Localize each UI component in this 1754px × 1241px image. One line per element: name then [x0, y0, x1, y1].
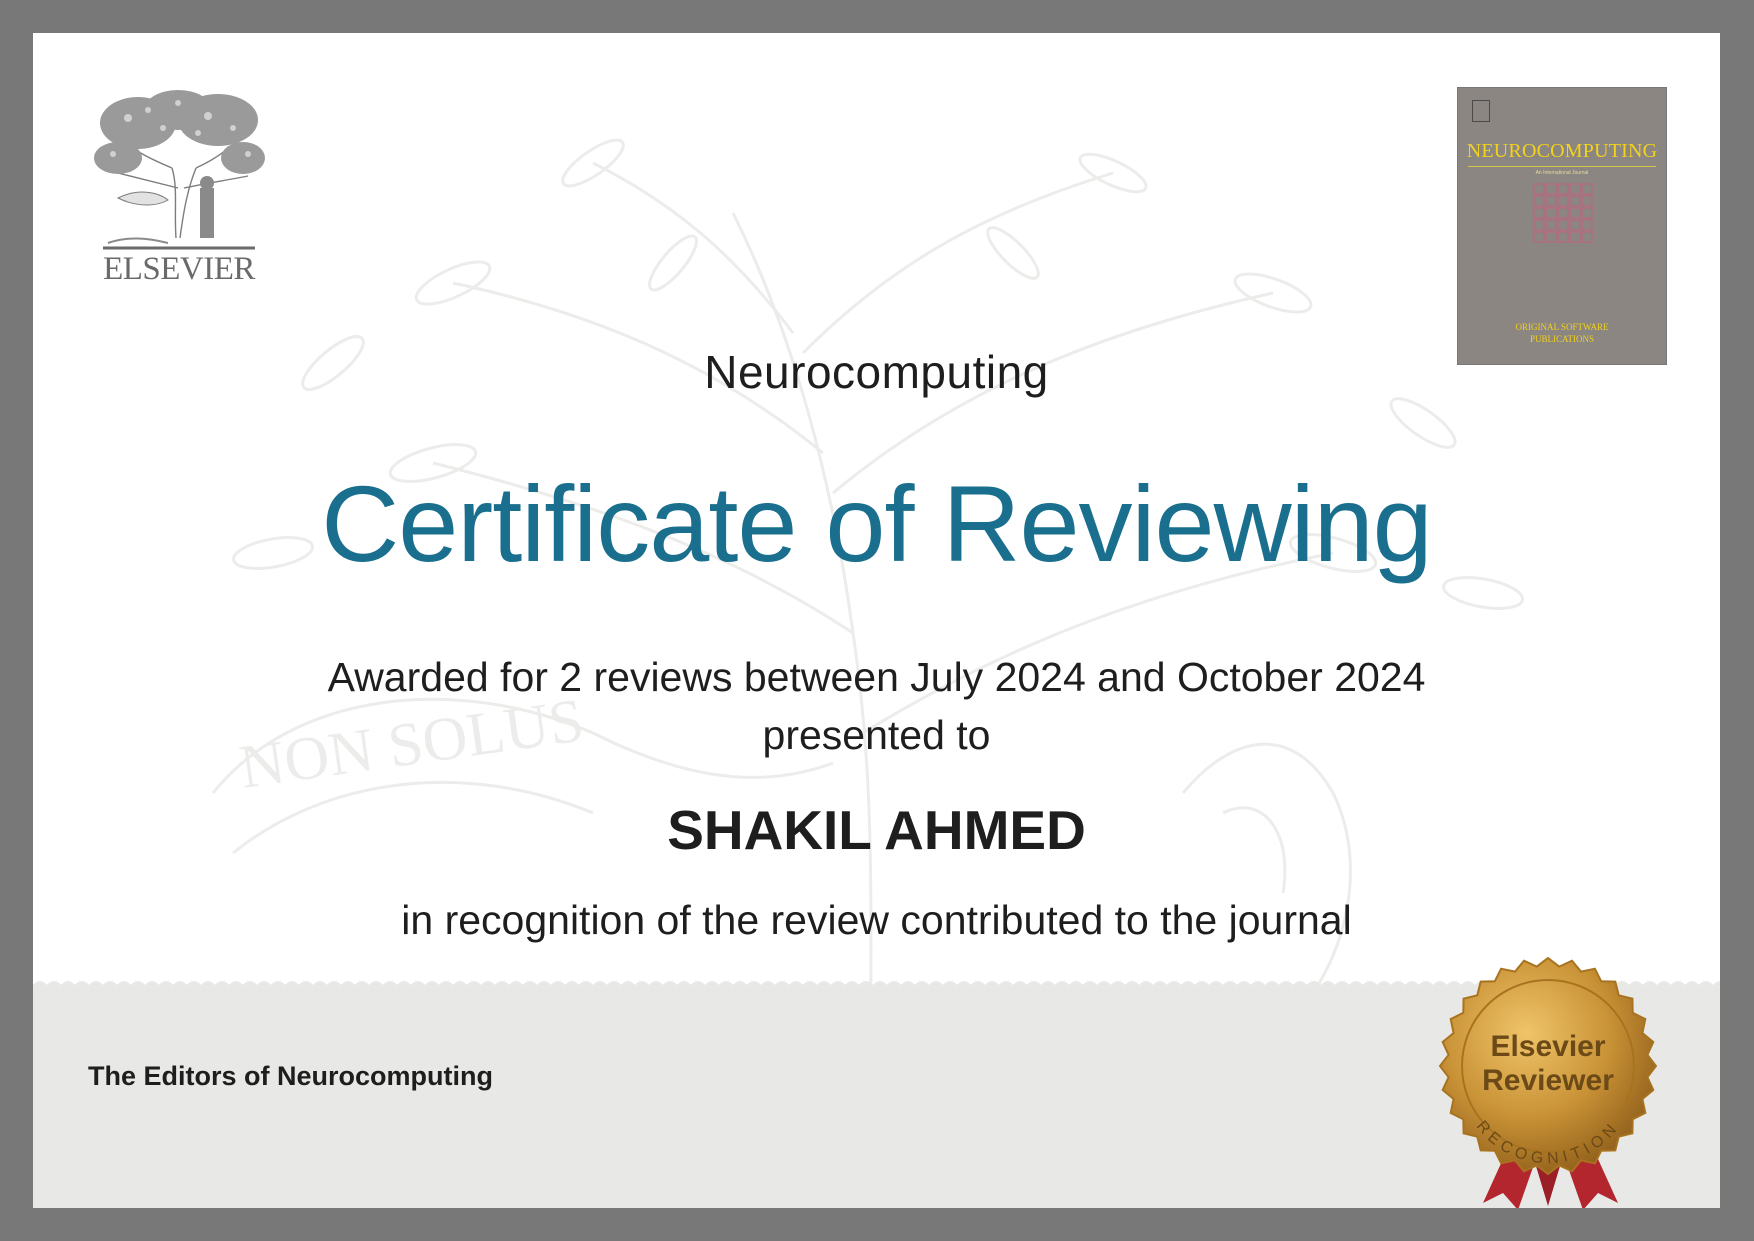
- cover-grid-cell: [1546, 196, 1556, 206]
- cover-bottom-line1: ORIGINAL SOFTWARE: [1515, 322, 1609, 332]
- seal-line1: Elsevier: [1490, 1030, 1606, 1063]
- cover-grid-cell: [1546, 232, 1556, 242]
- cover-grid-cell: [1534, 184, 1544, 194]
- cover-grid-cell: [1570, 196, 1580, 206]
- cover-grid-cell: [1534, 220, 1544, 230]
- journal-name: Neurocomputing: [704, 346, 1049, 398]
- certificate-title: Certificate of Reviewing: [321, 463, 1432, 584]
- seal-line2: Reviewer: [1482, 1064, 1614, 1097]
- cover-grid-cell: [1558, 232, 1568, 242]
- cover-grid-cell: [1570, 220, 1580, 230]
- recognition-line: in recognition of the review contributed to the journal: [401, 897, 1352, 943]
- elsevier-wordmark: ELSEVIER: [103, 251, 255, 287]
- cover-grid-cell: [1546, 184, 1556, 194]
- seal-arc-text: RECOGNITION: [1472, 1117, 1624, 1168]
- cover-grid-cell: [1546, 208, 1556, 218]
- cover-grid-cell: [1582, 232, 1592, 242]
- cover-grid-cell: [1582, 184, 1592, 194]
- presented-line: presented to: [762, 712, 991, 758]
- cover-grid-cell: [1582, 220, 1592, 230]
- cover-bottom-line2: PUBLICATIONS: [1529, 334, 1594, 344]
- cover-grid-cell: [1570, 232, 1580, 242]
- cover-subtitle: An International Journal: [1535, 170, 1589, 176]
- cover-grid-cell: [1546, 220, 1556, 230]
- cover-grid-cell: [1534, 196, 1544, 206]
- awarded-line: Awarded for 2 reviews between July 2024 and October 2024: [327, 654, 1426, 700]
- award-text: [33, 648, 1720, 764]
- svg-text:NON SOLUS: NON SOLUS: [235, 686, 588, 802]
- cover-grid-cell: [1558, 208, 1568, 218]
- journal-cover-thumbnail: [1458, 88, 1666, 364]
- cover-grid-cell: [1558, 196, 1568, 206]
- cover-grid-icon: [1533, 183, 1593, 243]
- cover-rule: [1468, 166, 1656, 167]
- cover-grid-cell: [1582, 196, 1592, 206]
- cover-journal-title: NEUROCOMPUTING: [1466, 140, 1658, 162]
- cover-grid-cell: [1582, 208, 1592, 218]
- cover-grid-cell: [1558, 184, 1568, 194]
- cover-grid-cell: [1534, 208, 1544, 218]
- cover-grid-cell: [1570, 208, 1580, 218]
- signatory: The Editors of Neurocomputing: [88, 1061, 493, 1091]
- cover-grid-cell: [1570, 184, 1580, 194]
- certificate-sheet: [33, 33, 1720, 1208]
- recipient-name: SHAKIL AHMED: [667, 799, 1086, 861]
- cover-publisher-icon: [1472, 100, 1490, 122]
- cover-bottom-label: [1458, 321, 1666, 345]
- cover-grid-cell: [1558, 220, 1568, 230]
- cover-grid-cell: [1534, 232, 1544, 242]
- reviewer-seal-icon: [1423, 948, 1673, 1208]
